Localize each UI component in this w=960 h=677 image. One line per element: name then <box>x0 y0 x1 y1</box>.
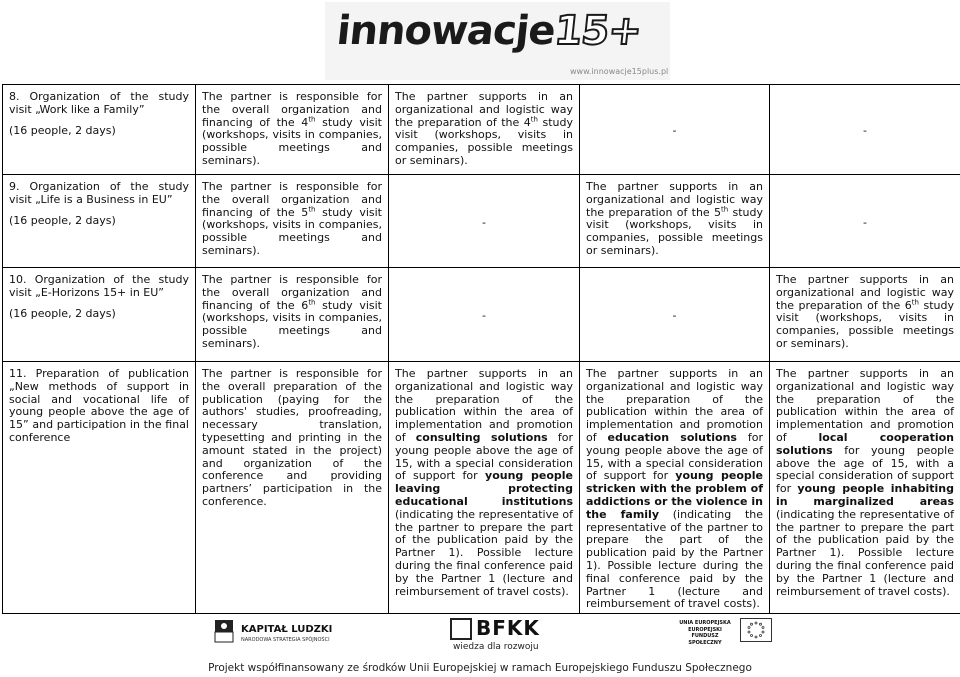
partner-cell: The partner supports in an organizational and logistic way the preparation of the 6th study visit (workshops, visits in companies, possible meetings or seminars). <box>770 268 960 362</box>
table-row <box>3 175 960 268</box>
flag-icon <box>213 618 235 644</box>
partner-cell-empty: - <box>770 175 960 268</box>
partner-cell: The partner supports in an organizational and logistic way the preparation of the 4th study visit (workshops, visits in companies, possible meetings or seminars). <box>389 85 580 175</box>
activity-cell: 11. Preparation of publication „New methods of support in social and vocational life of young people above the age of 15” and participation in the final conference <box>3 362 196 614</box>
partner-cell-empty: - <box>389 268 580 362</box>
activity-cell: 10. Organization of the study visit „E-Horizons 15+ in EU” (16 people, 2 days) <box>3 268 196 362</box>
responsibility-cell: The partner is responsible for the overall organization and financing of the 4th study visit (workshops, visits in companies, possible meetings and seminars). <box>196 85 389 175</box>
logo-main-text: innowacje <box>334 8 558 54</box>
responsibility-cell: The partner is responsible for the overall preparation of the publication (paying for the authors' studies, proofreading, necessary translation, typesetting and printing in the amount stated in the project) and organization of the conference and providing partners’ participation in the conference. <box>196 362 389 614</box>
logo-wordmark <box>335 8 644 54</box>
table-row <box>3 85 960 175</box>
partner-cell-empty: - <box>389 175 580 268</box>
bfkk-mark-icon <box>450 618 472 640</box>
funding-logos: KAPITAŁ LUDZKI NARODOWA STRATEGIA SPÓJNOŚCI BFKK wiedza dla rozwoju UNIA EUROPEJSKA EUROPEJSKI FUNDUSZ SPOŁECZNY <box>0 612 960 657</box>
partner-cell-empty: - <box>580 268 770 362</box>
partner-cell: The partner supports in an organizational and logistic way the preparation of the publication within the area of implementation and promotion of education solutions for young people above the age of 15, with a special consideration of support for young people stricken with the problem of addictions or the violence in the family (indicating the representative of the partner to prepare the part of the publication paid by the Partner 1). Possible lecture during the final conference paid by the Partner 1 (lecture and reimbursement of travel costs). <box>580 362 770 614</box>
partner-cell-empty: - <box>580 85 770 175</box>
partner-cell: The partner supports in an organizational and logistic way the preparation of the publication within the area of implementation and promotion of local cooperation solutions for young people above the age of 15, with a special consideration of support for young people inhabiting in marginalized areas (indicating the representative of the partner to prepare the part of the publication paid by the Partner 1). Possible lecture during the final conference paid by the Partner 1 (lecture and reimbursement of travel costs). <box>770 362 960 614</box>
table-row <box>3 268 960 362</box>
logo-url: www.innowacje15plus.pl <box>570 67 669 76</box>
partner-cell: The partner supports in an organizational and logistic way the preparation of the 5th study visit (workshops, visits in companies, possible meetings or seminars). <box>580 175 770 268</box>
header <box>0 0 960 84</box>
responsibility-cell: The partner is responsible for the overall organization and financing of the 5th study visit (workshops, visits in companies, possible meetings and seminars). <box>196 175 389 268</box>
responsibility-cell: The partner is responsible for the overall organization and financing of the 6th study visit (workshops, visits in companies, possible meetings and seminars). <box>196 268 389 362</box>
table-row <box>3 362 960 614</box>
partner-cell: The partner supports in an organizational and logistic way the preparation of the publication within the area of implementation and promotion of consulting solutions for young people above the age of 15, with a special consideration of support for young people leaving protecting educational institutions (indicating the representative of the partner to prepare the part of the publication paid by the Partner 1). Possible lecture during the final conference paid by the Partner 1 (lecture and reimbursement of travel costs). <box>389 362 580 614</box>
partner-cell-empty: - <box>770 85 960 175</box>
partner-responsibility-table <box>2 84 960 614</box>
activity-cell: 8. Organization of the study visit „Work like a Family” (16 people, 2 days) <box>3 85 196 175</box>
funding-statement: Projekt współfinansowany ze środków Unii Europejskiej w ramach Europejskiego Funduszu Społecznego <box>208 662 752 674</box>
activity-cell: 9. Organization of the study visit „Life is a Business in EU” (16 people, 2 days) <box>3 175 196 268</box>
eu-flag-icon <box>740 618 772 642</box>
logo-number-text: 15+ <box>552 8 644 54</box>
eu-logo: UNIA EUROPEJSKA EUROPEJSKI FUNDUSZ SPOŁECZNY <box>676 620 734 646</box>
